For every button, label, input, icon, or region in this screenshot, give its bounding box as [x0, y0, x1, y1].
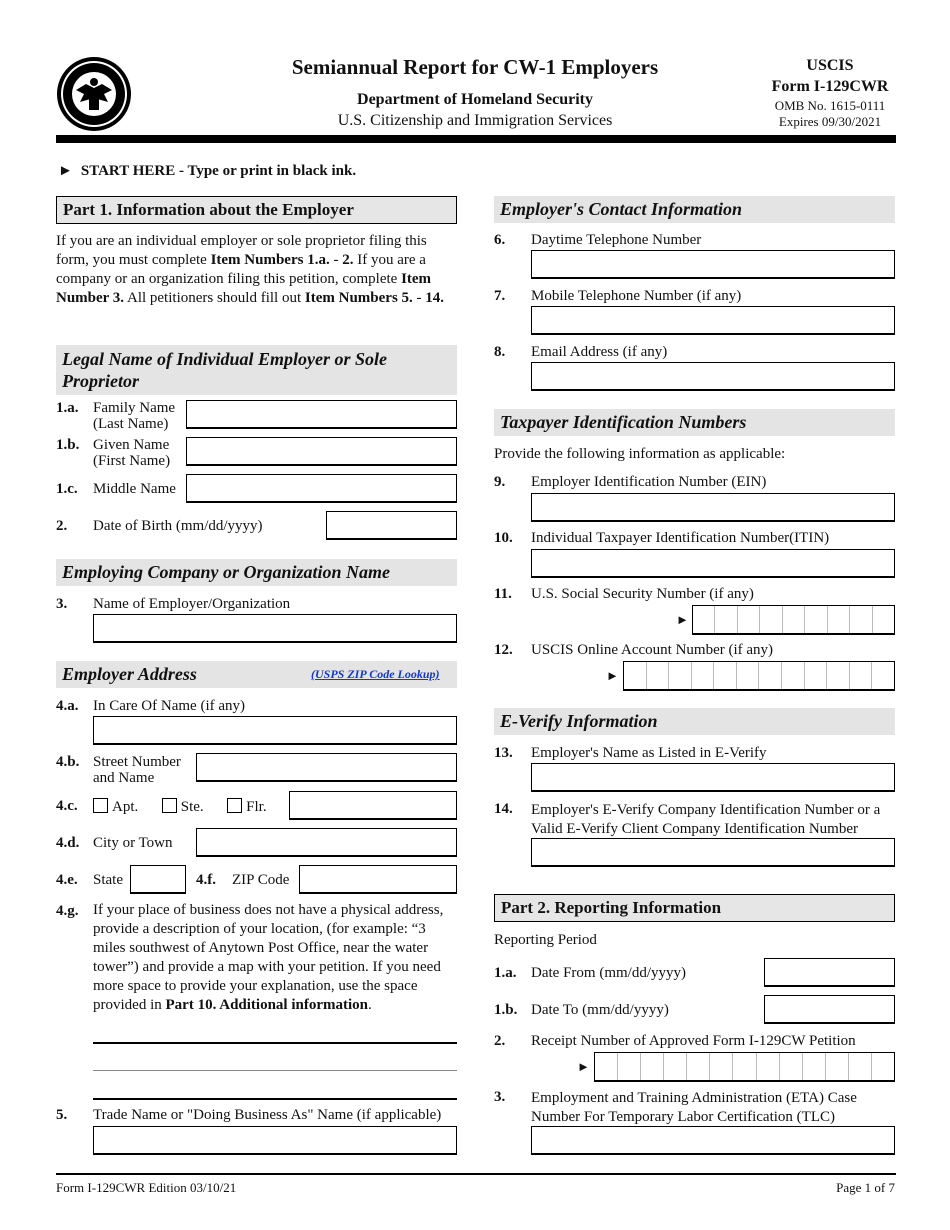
intro-bold: Item Number 3. [56, 271, 432, 306]
item-number: 4.a. [56, 698, 79, 714]
receipt-number-input[interactable] [594, 1052, 895, 1082]
label-line: Street Number [93, 754, 181, 770]
flr-checkbox[interactable] [227, 798, 242, 813]
street-label [93, 754, 181, 786]
intro-bold: Item Numbers 5. [304, 290, 413, 306]
start-here-instruction [58, 163, 356, 180]
item-number: 9. [494, 474, 506, 490]
arrow-right-icon: ► [676, 612, 689, 627]
intro-bold: 14. [425, 290, 445, 306]
item-number: 1.c. [56, 481, 78, 497]
item-number: 4.g. [56, 903, 79, 919]
item-number: 12. [494, 642, 513, 658]
location-description-line[interactable] [93, 1042, 457, 1044]
daytime-phone-label: Daytime Telephone Number [531, 232, 702, 248]
date-of-birth-input[interactable] [326, 511, 457, 540]
location-description-line[interactable] [93, 1070, 457, 1071]
part1-instructions [56, 232, 456, 308]
apt-checkbox[interactable] [93, 798, 108, 813]
in-care-of-label: In Care Of Name (if any) [93, 698, 246, 714]
street-input[interactable] [196, 753, 457, 782]
company-section-header: Employing Company or Organization Name [56, 559, 457, 586]
daytime-phone-input[interactable] [531, 250, 895, 279]
trade-name-input[interactable] [93, 1126, 457, 1155]
omb-number: OMB No. 1615-0111 [774, 98, 886, 113]
label-line: Given Name [93, 437, 170, 453]
location-description-instructions [93, 901, 459, 1015]
apt-label: Apt. [112, 799, 139, 815]
intro-bold: 2. [342, 252, 354, 268]
ein-input[interactable] [531, 493, 895, 522]
item-number: 1.a. [494, 965, 517, 981]
label-line: and Name [93, 770, 155, 786]
intro-text: - [412, 290, 426, 306]
agency-name: U.S. Citizenship and Immigration Services [337, 112, 613, 129]
item-number: 5. [56, 1107, 68, 1123]
itin-label: Individual Taxpayer Identification Number(ITIN) [531, 530, 830, 546]
intro-bold: Item Numbers 1.a. [210, 252, 330, 268]
everify-name-input[interactable] [531, 763, 895, 792]
everify-section-header: E-Verify Information [494, 708, 895, 735]
trade-name-label: Trade Name or "Doing Business As" Name (if applicable) [93, 1107, 442, 1123]
start-here-text: START HERE - Type or print in black ink. [80, 163, 357, 179]
item-number: 6. [494, 232, 506, 248]
ssn-input[interactable] [692, 605, 895, 635]
item-number: 4.d. [56, 835, 80, 851]
given-name-label [93, 437, 170, 469]
state-label: State [93, 872, 123, 888]
receipt-number-label: Receipt Number of Approved Form I-129CW Petition [531, 1033, 856, 1049]
item-number: 2. [56, 518, 68, 534]
arrow-right-icon: ► [58, 163, 73, 179]
intro-text: If you are an individual employer or sole proprietor filing this form, you must complete [56, 233, 427, 268]
form-number: Form I-129CWR [771, 78, 889, 95]
form-title: Semiannual Report for CW-1 Employers [291, 55, 659, 79]
date-of-birth-label: Date of Birth (mm/dd/yyyy) [93, 518, 263, 534]
legal-name-section-header: Legal Name of Individual Employer or Sole Proprietor [56, 345, 457, 395]
taxpayer-intro: Provide the following information as applicable: [494, 446, 786, 462]
date-to-input[interactable] [764, 995, 895, 1024]
city-label: City or Town [93, 835, 173, 851]
agency-abbrev: USCIS [806, 57, 854, 74]
item-number: 3. [494, 1089, 506, 1105]
instruction-text: . [368, 997, 372, 1013]
item-number: 1.b. [494, 1002, 518, 1018]
date-to-label: Date To (mm/dd/yyyy) [531, 1002, 669, 1018]
unit-number-input[interactable] [289, 791, 457, 820]
item-number: 2. [494, 1033, 506, 1049]
item-number: 8. [494, 344, 506, 360]
part2-header: Part 2. Reporting Information [494, 894, 895, 922]
label-line: (First Name) [93, 453, 171, 469]
label-line: Family Name [93, 400, 176, 416]
zip-code-input[interactable] [299, 865, 457, 894]
taxpayer-section-header: Taxpayer Identification Numbers [494, 409, 895, 436]
middle-name-input[interactable] [186, 474, 457, 503]
everify-id-label: Employer's E-Verify Company Identification Number or a Valid E-Verify Client Company Identification Number [531, 802, 881, 837]
everify-id-input[interactable] [531, 838, 895, 867]
middle-name-label: Middle Name [93, 481, 176, 497]
item-number: 3. [56, 596, 68, 612]
usps-zip-lookup-link[interactable]: (USPS ZIP Code Lookup) [311, 667, 440, 681]
part1-header: Part 1. Information about the Employer [56, 196, 457, 224]
email-label: Email Address (if any) [531, 344, 668, 360]
email-input[interactable] [531, 362, 895, 391]
item-number: 11. [494, 586, 512, 602]
item-number: 4.c. [56, 798, 78, 814]
itin-input[interactable] [531, 549, 895, 578]
zip-code-label: ZIP Code [232, 872, 290, 888]
uscis-account-label: USCIS Online Account Number (if any) [531, 642, 774, 658]
header-rule [56, 135, 896, 143]
flr-label: Flr. [246, 799, 267, 815]
state-input[interactable] [130, 865, 186, 894]
intro-text: - [329, 252, 343, 268]
date-from-label: Date From (mm/dd/yyyy) [531, 965, 686, 981]
label-line: (Last Name) [93, 416, 169, 432]
given-name-input[interactable] [186, 437, 457, 466]
section-title: Employer Address [62, 664, 197, 684]
instruction-text: If your place of business does not have a physical address, provide a description of your location, (for example: “3 miles southwest of Anytown Post Office, near the water tower”) and provide a map with your petition. If you need more space to provide your explanation, use the space provided in [93, 902, 444, 1013]
item-number: 14. [494, 801, 513, 817]
department-name: Department of Homeland Security [357, 91, 593, 108]
footer-page-number: Page 1 of 7 [836, 1180, 895, 1195]
item-number: 4.e. [56, 872, 78, 888]
ssn-label: U.S. Social Security Number (if any) [531, 586, 754, 602]
in-care-of-input[interactable] [93, 716, 457, 745]
city-input[interactable] [196, 828, 457, 857]
ein-label: Employer Identification Number (EIN) [531, 474, 767, 490]
item-number: 1.b. [56, 437, 80, 453]
uscis-account-input[interactable] [623, 661, 895, 691]
location-description-line[interactable] [93, 1098, 457, 1100]
item-number: 13. [494, 745, 513, 761]
reporting-period-label: Reporting Period [494, 932, 597, 948]
item-number: 4.f. [196, 872, 216, 888]
arrow-right-icon: ► [606, 668, 619, 683]
ste-label: Ste. [180, 799, 204, 815]
ste-checkbox[interactable] [162, 798, 177, 813]
everify-name-label: Employer's Name as Listed in E-Verify [531, 745, 767, 761]
footer-form-edition: Form I-129CWR Edition 03/10/21 [56, 1180, 237, 1195]
family-name-label [93, 400, 175, 432]
employer-name-label: Name of Employer/Organization [93, 596, 291, 612]
dhs-seal-icon [56, 56, 132, 132]
mobile-phone-label: Mobile Telephone Number (if any) [531, 288, 742, 304]
intro-text: If you are a company or an organization filing this petition, complete [56, 252, 426, 287]
arrow-right-icon: ► [577, 1059, 590, 1074]
intro-text: All petitioners should fill out [124, 290, 305, 306]
eta-case-number-input[interactable] [531, 1126, 895, 1155]
item-number: 7. [494, 288, 506, 304]
instruction-bold: Part 10. Additional information [165, 997, 369, 1013]
contact-section-header: Employer's Contact Information [494, 196, 895, 223]
family-name-input[interactable] [186, 400, 457, 429]
item-number: 1.a. [56, 400, 79, 416]
employer-name-input[interactable] [93, 614, 457, 643]
unit-type-options [93, 798, 267, 815]
mobile-phone-input[interactable] [531, 306, 895, 335]
item-number: 4.b. [56, 754, 80, 770]
item-number: 10. [494, 530, 513, 546]
footer-rule [56, 1173, 896, 1175]
eta-case-number-label: Employment and Training Administration (ETA) Case Number For Temporary Labor Certification (TLC) [531, 1090, 857, 1125]
expiration-date: Expires 09/30/2021 [778, 114, 882, 129]
date-from-input[interactable] [764, 958, 895, 987]
